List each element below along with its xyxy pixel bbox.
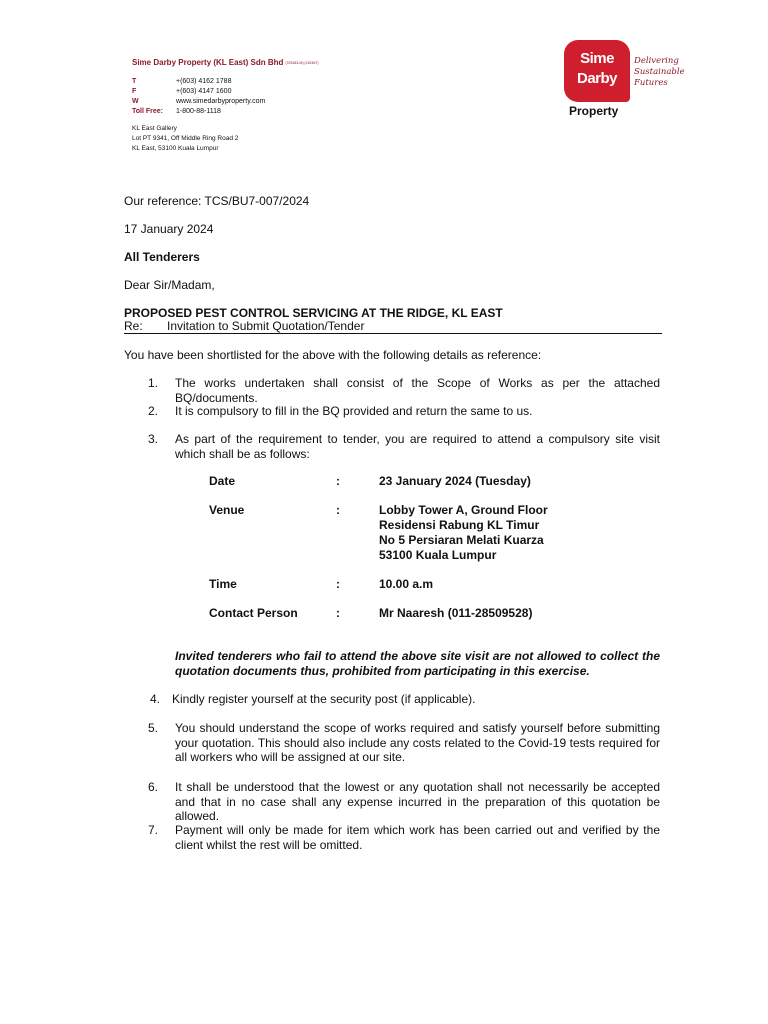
intro-text: You have been shortlisted for the above with the following details as reference:: [124, 348, 542, 362]
re-label: Re:: [124, 319, 143, 333]
site-visit-venue-label: Venue: [209, 503, 245, 517]
re-line: [124, 319, 662, 334]
salutation: Dear Sir/Madam,: [124, 278, 215, 292]
separator: :: [336, 503, 340, 517]
separator: :: [336, 474, 340, 488]
site-visit-venue-line: Residensi Rabung KL Timur: [379, 518, 540, 532]
site-visit-venue-line: Lobby Tower A, Ground Floor: [379, 503, 548, 517]
letter-date: 17 January 2024: [124, 222, 214, 236]
item-number: 3.: [148, 432, 159, 446]
address-line-1: KL East Gallery: [132, 125, 177, 132]
item-number: 2.: [148, 404, 159, 418]
address-line-2: Lot PT 9341, Off Middle Ring Road 2: [132, 135, 239, 142]
list-item: You should understand the scope of works required and satisfy yourself before submitting your quotation. This should also include any costs related to the Covid-19 tests required for all workers who will be assigned at our site.: [175, 721, 660, 764]
site-visit-date-label: Date: [209, 474, 236, 488]
our-reference: Our reference: TCS/BU7-007/2024: [124, 194, 310, 208]
re-text: Invitation to Submit Quotation/Tender: [167, 319, 365, 333]
sime-darby-property-logo: Sime Darby Delivering Sustainable Futures Property: [564, 40, 688, 124]
item-number: 4.: [150, 692, 161, 706]
site-visit-warning: Invited tenderers who fail to attend the above site visit are not allowed to collect the quotation documents thus, prohibited from participating in this exercise.: [175, 649, 660, 678]
item-number: 6.: [148, 780, 159, 794]
list-item: Payment will only be made for item which work has been carried out and verified by the client whilst the rest will be omitted.: [175, 823, 660, 852]
list-item: Kindly register yourself at the security post (if applicable).: [172, 692, 476, 706]
site-visit-contact-label: Contact Person: [209, 606, 298, 620]
site-visit-date-value: 23 January 2024 (Tuesday): [379, 474, 531, 488]
list-item: It shall be understood that the lowest or any quotation shall not necessarily be accepted and that in no case shall any expense incurred in the preparation of this quotation be allowed.: [175, 780, 660, 823]
company-registration: (378183-M) (152467): [285, 60, 319, 65]
company-name: Sime Darby Property (KL East) Sdn Bhd (378183-M) (152467): [132, 58, 319, 67]
logo-mark: Sime Darby: [564, 40, 630, 102]
list-item: As part of the requirement to tender, you are required to attend a compulsory site visit which shall be as follows:: [175, 432, 660, 461]
item-number: 5.: [148, 721, 159, 735]
item-number: 1.: [148, 376, 159, 390]
site-visit-time-value: 10.00 a.m: [379, 577, 434, 591]
address-line-3: KL East, 53100 Kuala Lumpur: [132, 145, 219, 152]
site-visit-time-label: Time: [209, 577, 237, 591]
contact-website: W www.simedarbyproperty.com: [132, 98, 266, 105]
contact-toll-free: Toll Free: 1-800-88-1118: [132, 108, 221, 115]
separator: :: [336, 577, 340, 591]
contact-fax: F +(603) 4147 1600: [132, 88, 232, 95]
subject-heading: PROPOSED PEST CONTROL SERVICING AT THE RIDGE, KL EAST: [124, 306, 503, 320]
site-visit-contact-value: Mr Naaresh (011-28509528): [379, 606, 533, 620]
list-item: The works undertaken shall consist of the Scope of Works as per the attached BQ/documents.: [175, 376, 660, 405]
addressee: All Tenderers: [124, 250, 200, 264]
contact-phone: T +(603) 4162 1788: [132, 78, 232, 85]
list-item: It is compulsory to fill in the BQ provided and return the same to us.: [175, 404, 533, 418]
item-number: 7.: [148, 823, 159, 837]
site-visit-venue-line: 53100 Kuala Lumpur: [379, 548, 497, 562]
site-visit-venue-line: No 5 Persiaran Melati Kuarza: [379, 533, 544, 547]
separator: :: [336, 606, 340, 620]
